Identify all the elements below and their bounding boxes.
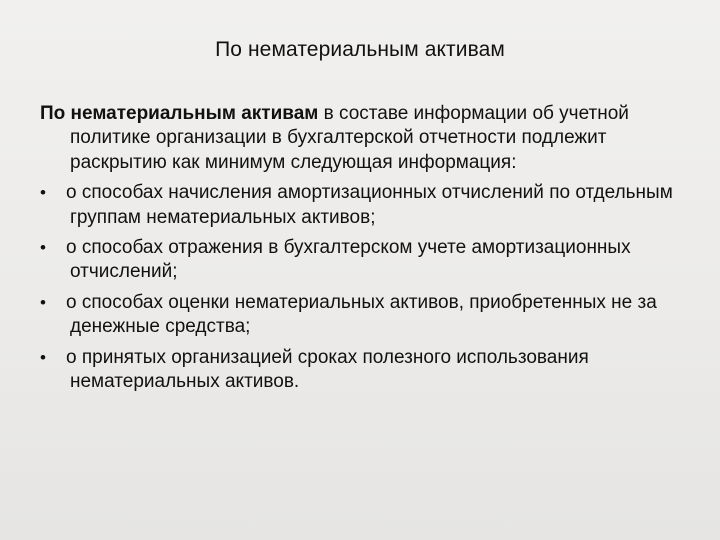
bullet-icon: • xyxy=(40,238,46,258)
bullet-icon: • xyxy=(40,292,46,312)
bullet-icon: • xyxy=(40,183,46,203)
list-item xyxy=(40,346,690,395)
bullet-icon: • xyxy=(40,347,46,367)
list-item-text: о способах оценки нематериальных активов, приобретенных не за денежные средства; xyxy=(66,291,657,338)
list-item xyxy=(40,181,690,230)
intro-paragraph xyxy=(40,102,690,175)
slide-body xyxy=(40,102,690,394)
list-item-text: о способах отражения в бухгалтерском учете амортизационных отчислений; xyxy=(66,237,631,283)
slide-title: По нематериальным активам xyxy=(215,38,505,61)
list-item-text: о принятых организацией сроках полезного использования нематериальных активов. xyxy=(66,346,589,393)
list-item xyxy=(40,236,690,285)
list-item xyxy=(40,291,690,340)
intro-bold-lead: По нематериальным активам xyxy=(40,103,319,124)
intro-text: в составе информации об учетной политике организации в бухгалтерской отчетности подлежит раскрытию как минимум следующая информация: xyxy=(70,103,629,173)
list-item-text: о способах начисления амортизационных отчислений по отдельным группам нематериальных активов; xyxy=(66,182,673,228)
